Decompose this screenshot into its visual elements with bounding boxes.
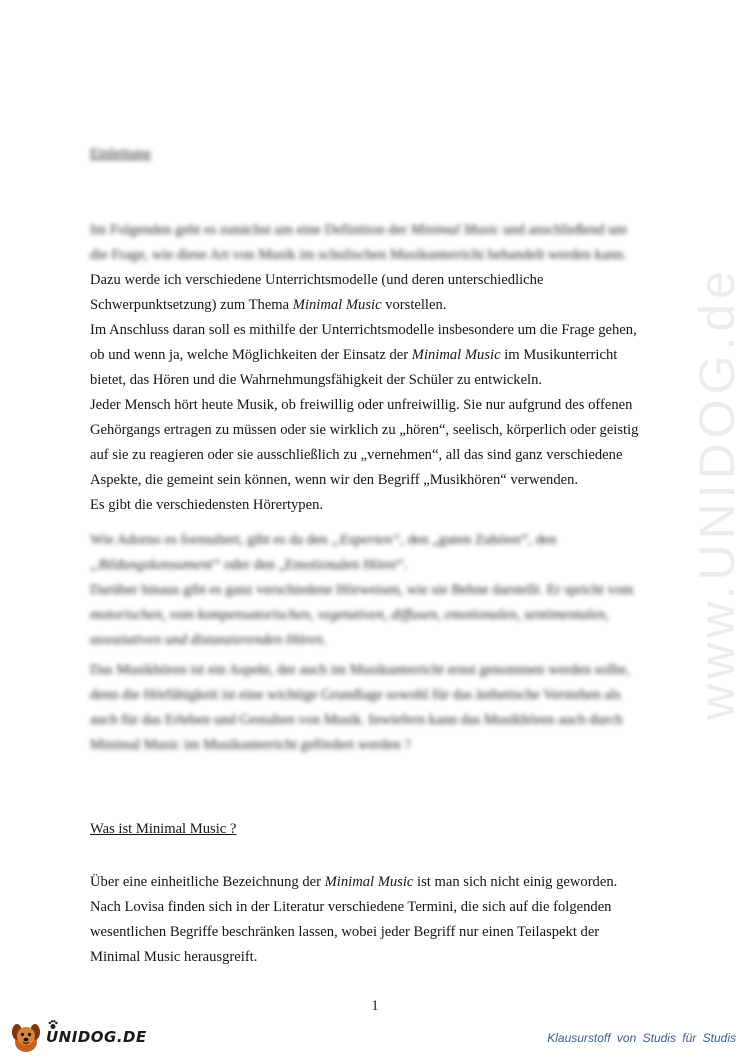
text-line: assoziativen und distanzierenden Hören. xyxy=(90,632,327,648)
text-line: auf sie zu reagieren oder sie ausschließlich zu „vernehmen“, all das sind ganz verschiedene xyxy=(90,447,623,463)
text-line: Im Anschluss daran soll es mithilfe der Unterrichtsmodelle insbesondere um die Frage gehen, xyxy=(90,322,637,338)
footer-slogan: Klausurstoff von Studis für Studis xyxy=(547,1031,736,1045)
text-line: motorischen, vom kompensatorischen, vegetativen, diffusen, emotionalen, sentimentalen, xyxy=(90,607,609,623)
text-line: Nach Lovisa finden sich in der Literatur verschiedene Termini, die sich auf die folgenden xyxy=(90,899,612,915)
text-line: die Frage, wie diese Art von Musik im schulischen Musikunterricht behandelt werden kann. xyxy=(90,247,627,263)
logo-text: UNIDOG.DE xyxy=(46,1028,147,1046)
text-line: Schwerpunktsetzung) zum Thema Minimal Music vorstellen. xyxy=(90,297,447,313)
text-line: Es gibt die verschiedensten Hörertypen. xyxy=(90,497,324,513)
text-line: wesentlichen Begriffe beschränken lassen, wobei jeder Begriff nur einen Teilaspekt der xyxy=(90,924,600,940)
text-line: Über eine einheitliche Bezeichnung der Minimal Music ist man sich nicht einig geworden. xyxy=(90,874,618,890)
page-number: 1 xyxy=(371,998,379,1014)
watermark: www.UNIDOG.de xyxy=(689,266,745,720)
text-line: bietet, das Hören und die Wahrnehmungsfähigkeit der Schüler zu entwickeln. xyxy=(90,372,543,388)
heading-what-is-minimal-music: Was ist Minimal Music ? xyxy=(90,821,237,837)
text-line: auch für das Erleben und Gestalten von Musik. Inwiefern kann das Musikhören auch durch xyxy=(90,712,623,728)
unidog-logo[interactable] xyxy=(8,1022,158,1054)
text-line: Das Musikhören ist ein Aspekt, der auch im Musikunterricht ernst genommen werden sollte, xyxy=(90,662,630,678)
heading-introduction: Einleitung xyxy=(90,146,151,162)
text-line: denn die Hörfähigkeit ist eine wichtige Grundlage sowohl für das ästhetische Verstehen als xyxy=(90,687,621,703)
text-line: Minimal Music herausgreift. xyxy=(90,949,258,965)
text-line: Darüber hinaus gibt es ganz verschiedene Hörweisen, wie sie Behne darstellt. Er spricht vom xyxy=(90,582,634,598)
text-line: Aspekte, die gemeint sein können, wenn wir den Begriff „Musikhören“ verwenden. xyxy=(90,472,579,488)
text-line: ob und wenn ja, welche Möglichkeiten der Einsatz der Minimal Music im Musikunterricht xyxy=(90,347,618,363)
text-line: Wie Adorno es formuliert, gibt es da den „Experten“, den „guten Zuhörer“, den xyxy=(90,532,557,548)
dog-logo-icon xyxy=(8,1022,44,1054)
text-line: Dazu werde ich verschiedene Unterrichtsmodelle (und deren unterschiedliche xyxy=(90,272,544,288)
text-line: Jeder Mensch hört heute Musik, ob freiwillig oder unfreiwillig. Sie nur aufgrund des offenen xyxy=(90,397,633,413)
text-line: Gehörgangs ertragen zu müssen oder sie wirklich zu „hören“, seelisch, körperlich oder geistig xyxy=(90,422,639,438)
text-line: Minimal Music im Musikunterricht gefördert werden ? xyxy=(90,737,411,753)
text-line: „Bildungskonsument“ oder den „Emotionalen Hörer“. xyxy=(90,557,408,573)
text-line: Im Folgenden geht es zunächst um eine Definition der Minimal Music und anschließend um xyxy=(90,222,628,238)
